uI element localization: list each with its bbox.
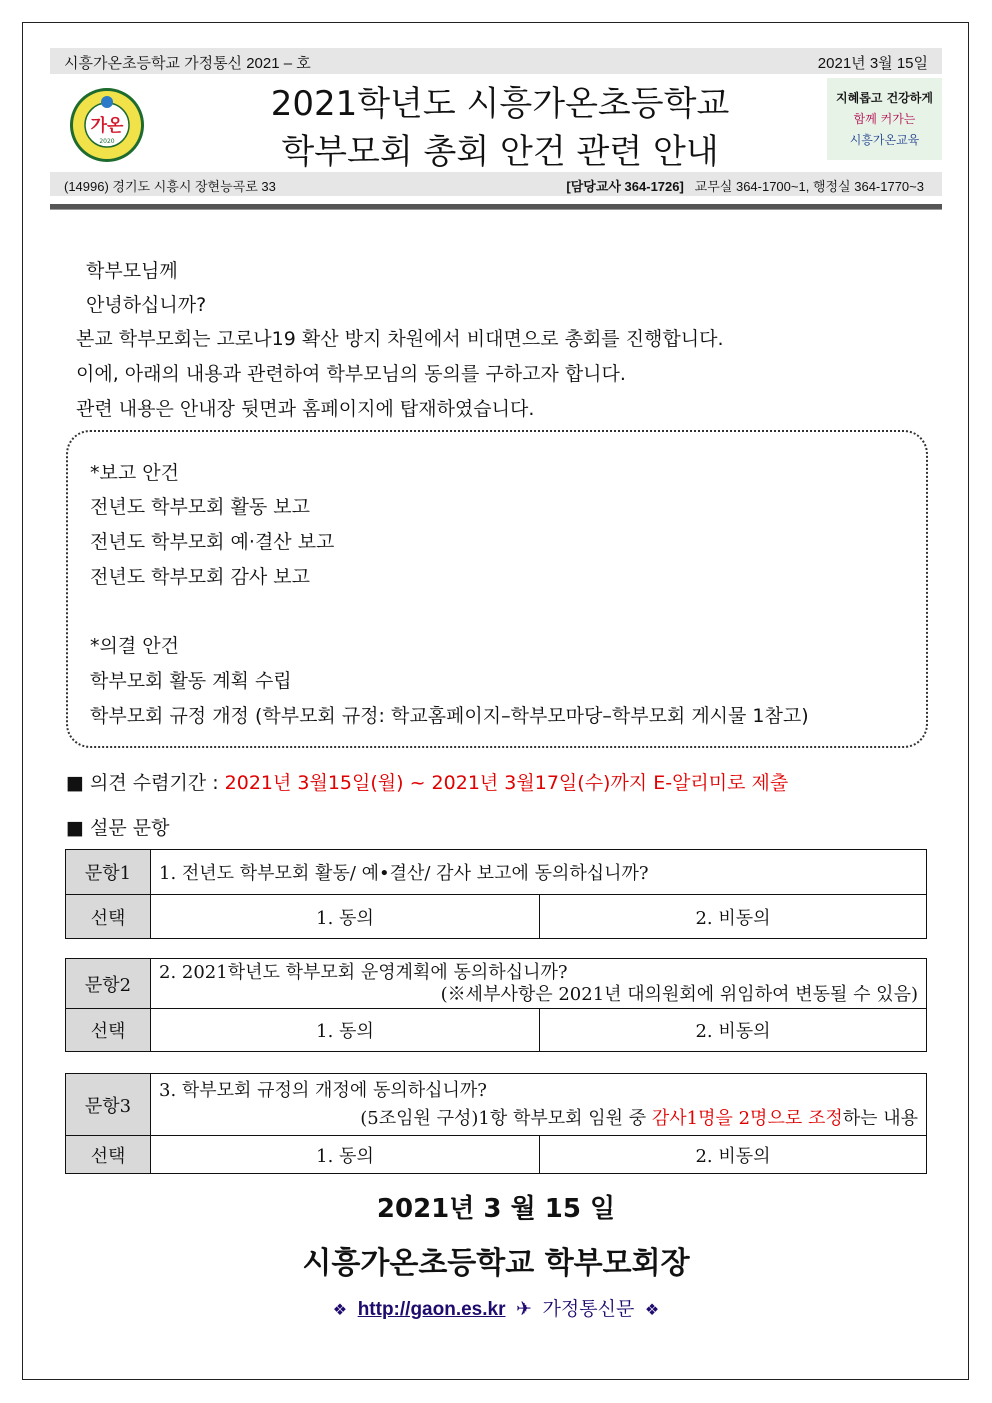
school-logo bbox=[68, 86, 146, 164]
question-text: 3. 학부모회 규정의 개정에 동의하십니까? bbox=[159, 1079, 487, 1101]
intro-line-3: 관련 내용은 안내장 뒷면과 홈페이지에 탑재하였습니다. bbox=[76, 398, 535, 420]
choice-label: 선택 bbox=[66, 895, 151, 939]
decision-item: 학부모회 활동 계획 수립 bbox=[90, 670, 292, 692]
intro-line-1: 본교 학부모회는 고로나19 확산 방지 차원에서 비대면으로 총회를 진행합니다. bbox=[76, 328, 724, 350]
period-label: ■ 의견 수렴기간 : bbox=[66, 772, 219, 794]
header-rule bbox=[50, 204, 942, 210]
school-address: (14996) 경기도 시흥시 장현능곡로 33 bbox=[64, 179, 276, 194]
report-agenda-title: *보고 안건 bbox=[90, 462, 179, 484]
slogan-line-3: 시흥가온교육 bbox=[849, 133, 920, 147]
choice-label: 선택 bbox=[66, 1136, 151, 1174]
note-highlight: 감사1명을 2명으로 조정 bbox=[651, 1107, 843, 1129]
contact-offices: 교무실 364-1700~1, 행정실 364-1770~3 bbox=[694, 179, 924, 194]
title-line-2: 학부모회 총회 안건 관련 안내 bbox=[281, 132, 719, 172]
question-cell bbox=[151, 959, 927, 1009]
issue-number: 시흥가온초등학교 가정통신 2021 – 호 bbox=[64, 55, 311, 72]
contact-info bbox=[566, 176, 924, 195]
header-top-bar bbox=[50, 48, 942, 74]
intro-line-2: 이에, 아래의 내용과 관련하여 학부모님의 동의를 구하고자 합니다. bbox=[76, 363, 626, 385]
note-part: (5조임원 구성)1항 학부모회 임원 중 bbox=[360, 1107, 652, 1129]
period-value: 2021년 3월15일(월) ~ 2021년 3월17일(수)까지 E-알리미로 제출 bbox=[224, 772, 789, 794]
option-agree[interactable]: 1. 동의 bbox=[151, 1009, 540, 1052]
question-text: 1. 전년도 학부모회 활동/ 예•결산/ 감사 보고에 동의하십니까? bbox=[151, 850, 927, 895]
question-label: 문항3 bbox=[66, 1074, 151, 1136]
question-1-table bbox=[65, 849, 927, 939]
report-item: 전년도 학부모회 예·결산 보고 bbox=[90, 531, 335, 553]
newsletter-label: 가정통신문 bbox=[542, 1299, 635, 1320]
plane-icon: ✈ bbox=[516, 1299, 532, 1320]
diamond-icon: ❖ bbox=[644, 1302, 660, 1319]
logo-text: 가온 bbox=[90, 116, 124, 136]
intro-greeting: 학부모님께 bbox=[86, 260, 178, 282]
option-agree[interactable]: 1. 동의 bbox=[151, 1136, 540, 1174]
contact-teacher: [담당교사 364-1726] bbox=[566, 179, 684, 194]
option-disagree[interactable]: 2. 비동의 bbox=[540, 1009, 927, 1052]
slogan-line-2: 함께 커가는 bbox=[853, 112, 916, 126]
decision-item: 학부모회 규정 개정 (학부모회 규정: 학교홈페이지–학부모마당–학부모회 게시물 1참고) bbox=[90, 705, 809, 727]
question-cell bbox=[151, 1074, 927, 1136]
issue-date: 2021년 3월 15일 bbox=[817, 55, 928, 72]
slogan-box bbox=[827, 78, 942, 160]
school-website-link[interactable]: http://gaon.es.kr bbox=[357, 1299, 506, 1320]
option-disagree[interactable]: 2. 비동의 bbox=[540, 1136, 927, 1174]
slogan-line-1: 지혜롭고 건강하게 bbox=[836, 91, 933, 105]
question-2-table bbox=[65, 958, 927, 1052]
decision-agenda-title: *의결 안건 bbox=[90, 635, 179, 657]
signoff-signer: 시흥가온초등학교 학부모회장 bbox=[302, 1246, 690, 1281]
diamond-icon: ❖ bbox=[332, 1302, 348, 1319]
feedback-period bbox=[66, 768, 788, 795]
option-disagree[interactable]: 2. 비동의 bbox=[540, 895, 927, 939]
survey-heading: ■ 설문 문항 bbox=[66, 817, 170, 839]
report-item: 전년도 학부모회 감사 보고 bbox=[90, 566, 311, 588]
footer bbox=[0, 1294, 992, 1321]
header-address-bar bbox=[50, 172, 942, 196]
choice-label: 선택 bbox=[66, 1009, 151, 1052]
question-3-table bbox=[65, 1073, 927, 1174]
report-item: 전년도 학부모회 활동 보고 bbox=[90, 496, 311, 518]
question-text: 2. 2021학년도 학부모회 운영계획에 동의하십니까? bbox=[159, 961, 568, 983]
question-label: 문항1 bbox=[66, 850, 151, 895]
note-part: 하는 내용 bbox=[842, 1107, 918, 1129]
question-note: (※세부사항은 2021년 대의원회에 위임하여 변동될 수 있음) bbox=[440, 983, 918, 1005]
logo-year: 2020 bbox=[99, 138, 115, 145]
question-label: 문항2 bbox=[66, 959, 151, 1009]
question-note bbox=[159, 1105, 918, 1133]
title-line-1: 2021학년도 시흥가온초등학교 bbox=[270, 84, 730, 124]
signoff-date: 2021년 3 월 15 일 bbox=[376, 1194, 616, 1224]
intro-hello: 안녕하십니까? bbox=[86, 294, 207, 316]
option-agree[interactable]: 1. 동의 bbox=[151, 895, 540, 939]
